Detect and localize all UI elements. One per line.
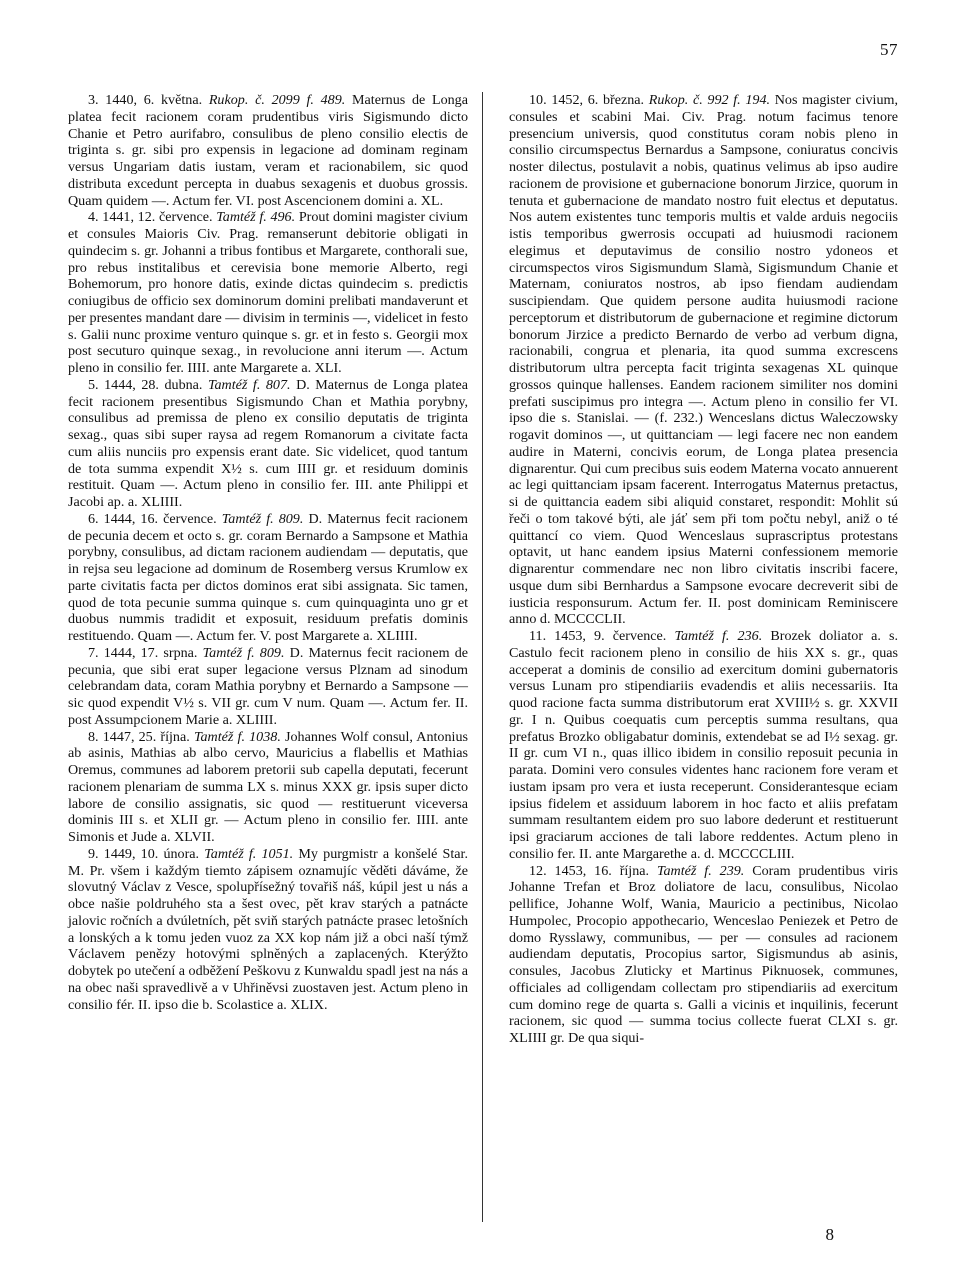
entry-text: D. Maternus de Longa platea fecit racionem presentibus Sigismundo Chan et Mathia porybny, consulibus ad premissa de pleno ex consilio deputatis de triginta sexag., quas sibi super raysa ad regem Romanorum a civitate facta cum aliis nunciis pro expensis erant date. Sic videlicet, quod tantum de tota summa expendit X½ s. cum IIII gr. et residuum dominis restituit. Quam —. Actum pleno in consilio fer. III. ante Philippi et Jacobi ap. a. XLIIII.: [68, 376, 469, 510]
entry-date: 1452, 6. března.: [551, 92, 645, 108]
entry-reference: Tamtéž f. 809.: [221, 510, 304, 527]
entry-date: 1441, 12. července.: [102, 209, 213, 226]
entry-number: 12.: [529, 862, 547, 879]
right-column: [509, 92, 898, 1047]
entry: [68, 377, 468, 511]
entry-reference: Tamtéž f. 1051.: [204, 845, 294, 862]
entry-text: My purgmistr a konšelé Star. M. Pr. všem i každým tiemto zápisem oznamujíc věděti dáváme, že slovutný Václav z Vesce, spolupřísežný tovařiš náš, kúpil jest u nás a obce našie poldruhého sta a šest ovec, pět krav starých a patnácte jalovic ročních a dvúletních, pět sviň starých patnácte prasec letošních a lonských a k tomu jeden vuoz za XX kop nám již a obci naší týmž Václavem penězy hotovými splněných a zaplacených. Kterýžto dobytek po utečení a odběžení Peškovu z Kunwaldu spadl jest na nás a na obec naši spravedlivě a v Uhřiněvsi zuostaven jest. Actum pleno in consilio fér. II. ipso die b. Scolastice a. XLIX.: [68, 845, 468, 1013]
entry-text: Coram prudentibus viris Johanne Trefan et Broz doliatore de lacu, consulibus, Nicolao pellifice, Johanne Wolf, Wania, Mauricio a pectinibus, Nicolao Humpolec, Procopio appothecario, Wenceslao Peniezek et Petro de domo Rysslawy, communibus, — per — consules ad racionem audiendam deputatis, Procopius sartor, Sigismundus ab asinis, consules, Jacobus Zluticky et Martinus Piknuosek, communes, officiales ad colligendam collectam pro stipendiariis ad exercitum cum domino rege de quarta s. Galli a vicinis et inquilinis, fecerunt racionem, sic quod — summa tocius collecte fuerat CLXI s. gr. XLIIII gr. De qua siqui-: [509, 862, 899, 1046]
entry-reference: Tamtéž f. 239.: [656, 862, 745, 879]
entry-text: Prout domini magister civium et consules Maioris Civ. Prag. remanserunt debitorie obligati in quindecim s. gr. Johanni a tribus fontibus et Margarete, conthorali sue, pro rebus institalibus et cerevisia bone memorie Alberto, regi Bohemorum, pro honore datis, exinde dictas quindecim s. predictis coniugibus de officio sex dominorum domini prelibati mandaverunt et per presentes mandant dare — divisim in terminis —, videlicet in festo s. Galii nunc proxime venturo quinque s. gr. et in festo s. Georgii mox post secuturo quinque sexag., in revolucione anni iterum —. Actum pleno in consilio fer. IIII. ante Margarete a. XLI.: [68, 209, 469, 376]
entry-number: 7.: [88, 644, 99, 661]
entry-reference: Tamtéž f. 236.: [674, 628, 763, 644]
entry-text: D. Maternus fecit racionem de pecunia decem et octo s. gr. coram Bernardo a Sampsone et Mathia porybny, consulibus, ad dictam racionem audiendam — deputatis, que in rejsa seu legacione ad dominum de Rosemberg versus Krumlow ex parte civitatis facta per dictos dominos erat sibi assignata. Sic tamen, quod de tota pecunie summa quinque s. cum quinquaginta uno gr et duobus nummis tradidit et exposuit, residuum prefatis dominis restituendo. Quam —. Actum fer. V. post Margarete a. XLIIII.: [68, 510, 468, 644]
entry-date: 1453, 9. července.: [554, 628, 667, 644]
entry-text: D. Maternus fecit racionem de pecunia, que sibi erat super legacione versus Plznam ad sinodum celebrandam data, coram Mathia porybny et Bernardo a Sampsone — sic quod expendit V½ s. VII gr. cum V num. Quam —. Actum fer. II. post Assumpcionem Marie a. XLIIII.: [68, 644, 469, 728]
entry-number: 10.: [529, 92, 547, 108]
entry: [509, 863, 898, 1047]
entry: [68, 511, 468, 645]
entry-date: 1444, 16. července.: [103, 510, 217, 527]
entry-number: 4.: [88, 209, 99, 226]
entry-reference: Tamtéž f. 807.: [207, 376, 291, 393]
entry-reference: Rukop. č. 2099 f. 489.: [208, 92, 346, 108]
entry-date: 1440, 6. května.: [105, 92, 203, 108]
entry-text: Maternus de Longa platea fecit racionem coram prudentibus viris Sigismundo dicto Chanie et Petro aurifabro, consulibus de pleno consilio electis de triginta s. gr. sibi pro expensis in legacione ad dominam reginam versus Ungariam datis iustam, veram et racionabilem, sic quod distributa excedunt percepta in duabus sexagenis et duobus grossis. Quam quidem —. Actum fer. VI. post Ascencionem domini a. XL.: [68, 92, 468, 209]
entry: [509, 628, 898, 863]
entry-date: 1449, 10. února.: [103, 845, 200, 862]
entry-number: 5.: [88, 376, 99, 393]
entry-reference: Tamtéž f. 1038.: [193, 728, 281, 745]
signature-mark: 8: [825, 1225, 834, 1244]
page-number: 57: [880, 40, 898, 59]
entry-number: 9.: [88, 845, 99, 862]
entry-text: Brozek doliator a. s. Castulo fecit racionem pleno in consilio de hiis XX s. gr., quas acceperat a dominis de consilio ad exercitum domini gubernatoris versus Lunam pro stipendiariis evadendis et aliis necessariis. Ita quod racione facta summa distributorum erat XVIII½ s. gr. XXVII gr. I n. Quibus coequatis cum perceptis summa resultans, qua prefatus Brozko obligabatur dominis, extendebat se ad I½ sexag. gr. II gr. cum VI n., quas illico ibidem in consilio reposuit pecunia in parata. Domini vero consules videntes hanc racionem fore veram et iustam ipsam pro vera et iusta receperunt. Considerantesque eciam ipsius fidelem et assiduum laborem in hoc facto et aliis prefatam summam resultantem eidem pro suo labore dederunt et restituerunt ipsi graciarum acciones de tali labore reddentes. Actum pleno in consilio fer. II. ante Margarethe a. d. MCCCCLIII.: [509, 628, 899, 862]
entry-reference: Rukop. č. 992 f. 194.: [648, 92, 771, 108]
entry-number: 3.: [88, 92, 99, 108]
entry-date: 1447, 25. října.: [102, 728, 190, 745]
left-column: [68, 92, 468, 1013]
entry-reference: Tamtéž f. 809.: [202, 644, 285, 661]
column-divider: [482, 92, 483, 1222]
entry-text: Nos magister civium, consules et scabini Mai. Civ. Prag. notum facimus tenore presencium universis, quod constitutus coram nobis pleno in consilio circumspectus Bernardus a Sampsone, coniuratus concivis noster dilectus, postulavit a nobis, quatinus velimus ab ipso audire racionem de provisione et gubernacione bonorum Jirzice, quorum in tenuta et gubernacione de mandato nostro fuit electus et deputatus. Nos autem existentes tunc temporis multis et valde arduis negociis istis temporibus gwerrosis occupati ad huiusmodi racionem elegimus et deputavimus de consilio nostro ydoneos et circumspectos viros Sigismundum Slamà, Sigismundum Chanie et Maternam, coniuratos nostros, ab ipso fiendam audiendam suscipiendam. Que quidem persone audita huiusmodi racione perceptorum et distributorum de gubernacione et regimine dictorum bonorum Jirzice a predicto Bernardo de verbo ad verbum digna, racionabili, congrua et plenaria, ita quod summa excrescens distributorum ultra percepta facit triginta sexagenas XL quinque grossos quinque hallenses. Eandem racionem similiter nos domini prefati suscipimus pro integra —. Actum pleno in consilio fer VI. ipso die s. Stanislai. — (f. 232.) Wenceslans dictus Waleczowsky rogavit dominos —, ut quittanciam — legi facere nec non eandem audire in Materni, concivis eorum, de Longa platea presencia dignarentur. Qui cum precibus suis eodem Materna vocato annuerent ac legi quittanciam ipsam facerent. Interrogatus Maternus pretactus, si de quittancia eadem sibi aliquid constaret, respondit: Mohlit sú řeči o tom takové býti, ale jáť sem při tom počtu nebyl, aniž o té quittancí co viem. Quod Wenceslaus suprascriptus protestans optavit, ut hanc eandem ipsius Materni confessionem memorie dignarentur commendare nec non libro civitatis inscribi facere, usque dum sibi Bernhardus a Sampsone evocare decreverit sibi de iusticia responsurum. Actum fer. II. post dominicam Reminiscere anno d. MCCCCLII.: [509, 92, 898, 628]
entry-reference: Tamtéž f. 496.: [216, 209, 296, 226]
entry-number: 6.: [88, 510, 99, 527]
entry: [68, 209, 468, 377]
entry: [68, 645, 468, 729]
entry-text: Johannes Wolf consul, Antonius ab asinis, Mathias ab albo cervo, Mauricius a flabellis et Mathias Oremus, communes ad laborem pretorii sub capella deputati, fecerunt racionem plenariam de summa LX s. minus XXX gr. ipsis super dicto labore de consilio assignatis, sic quod — restituerunt viceversa dominis III s. et XLII gr. — Actum pleno in consilio fer. IIII. ante Simonis et Jude a. XLVII.: [68, 728, 468, 845]
entry: [68, 846, 468, 1014]
entry-date: 1453, 16. října.: [554, 862, 650, 879]
entry-date: 1444, 28. dubna.: [104, 376, 203, 393]
entry: [68, 729, 468, 846]
entry-date: 1444, 17. srpna.: [103, 644, 198, 661]
entry: [68, 92, 468, 209]
entry-number: 11.: [529, 628, 547, 644]
entry-number: 8.: [88, 728, 99, 745]
entry: [509, 92, 898, 628]
